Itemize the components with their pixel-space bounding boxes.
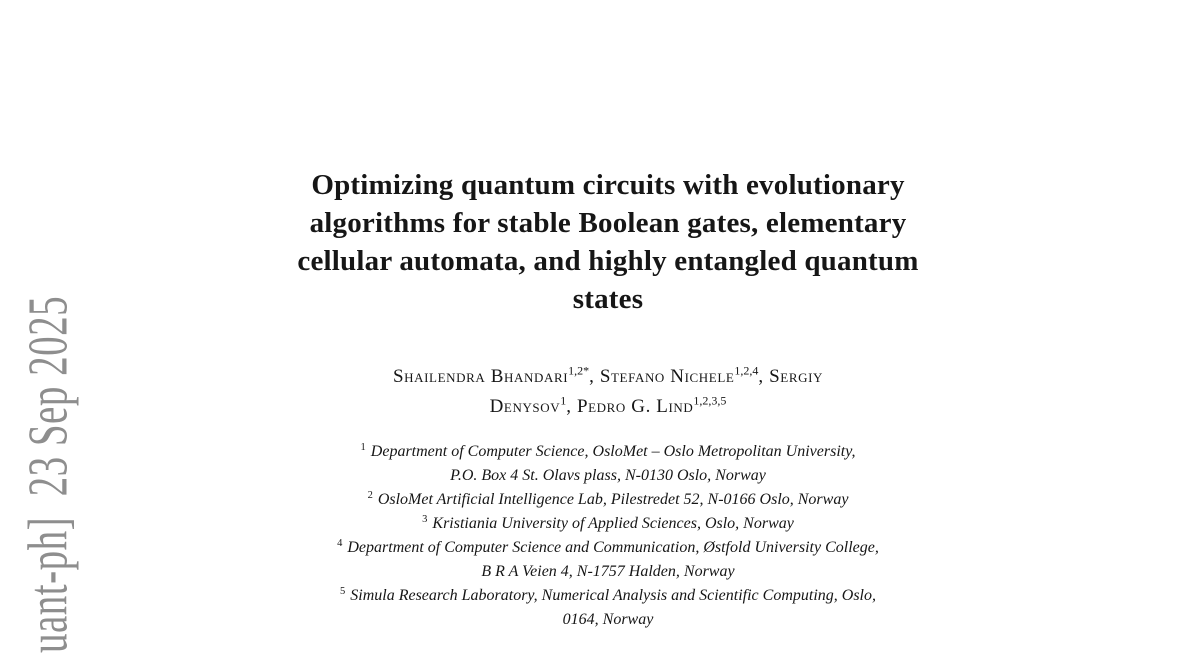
author-affiliation-superscript: 1,2* [568, 363, 590, 378]
paper-page [160, 0, 1056, 632]
affiliation-number: 4 [337, 537, 343, 549]
affiliation-text: Simula Research Laboratory, Numerical Analysis and Scientific Computing, Oslo, [350, 587, 876, 604]
affiliation-1-line-2 [160, 464, 1056, 488]
affiliation-1-line-1 [160, 440, 1056, 464]
affiliation-4-line-1 [160, 536, 1056, 560]
affiliation-number: 5 [340, 585, 346, 597]
affiliation-text: Department of Computer Science, OsloMet – Oslo Metropolitan University, [370, 443, 856, 460]
arxiv-stamp: uant-ph] 23 Sep 2025 [17, 295, 80, 653]
author-list [160, 362, 1056, 422]
author-line-1 [160, 362, 1056, 392]
paper-title-line-1: Optimizing quantum circuits with evolutionary [311, 169, 905, 201]
paper-title-line-4: states [572, 283, 644, 315]
affiliation-text: Kristiania University of Applied Sciences, Oslo, Norway [432, 515, 794, 532]
author-affiliation-superscript: 1,2,3,5 [693, 393, 727, 408]
author-name: , Pedro G. Lind [566, 396, 694, 417]
affiliation-4-line-2 [160, 560, 1056, 584]
affiliation-text: 0164, Norway [562, 611, 654, 628]
paper-title [160, 166, 1056, 318]
affiliation-number: 2 [367, 489, 373, 501]
affiliation-5-line-2 [160, 608, 1056, 632]
paper-title-line-3: cellular automata, and highly entangled quantum [297, 245, 919, 277]
affiliation-5-line-1 [160, 584, 1056, 608]
author-name: , Sergiy [758, 366, 823, 387]
author-line-2 [160, 392, 1056, 422]
affiliation-3-line-1 [160, 512, 1056, 536]
author-name: Denysov [489, 396, 561, 417]
paper-title-line-2: algorithms for stable Boolean gates, elementary [309, 207, 907, 239]
affiliation-list [160, 440, 1056, 632]
author-name: , Stefano Nichele [589, 366, 735, 387]
affiliation-text: B R A Veien 4, N-1757 Halden, Norway [481, 563, 735, 580]
affiliation-2-line-1 [160, 488, 1056, 512]
affiliation-text: P.O. Box 4 St. Olavs plass, N-0130 Oslo, Norway [450, 467, 766, 484]
author-affiliation-superscript: 1 [560, 393, 567, 408]
author-name: Shailendra Bhandari [392, 366, 569, 387]
affiliation-number: 1 [360, 441, 366, 453]
affiliation-number: 3 [422, 513, 428, 525]
affiliation-text: Department of Computer Science and Communication, Østfold University College, [347, 539, 879, 556]
affiliation-text: OsloMet Artificial Intelligence Lab, Pilestredet 52, N-0166 Oslo, Norway [377, 491, 849, 508]
author-affiliation-superscript: 1,2,4 [734, 363, 759, 378]
